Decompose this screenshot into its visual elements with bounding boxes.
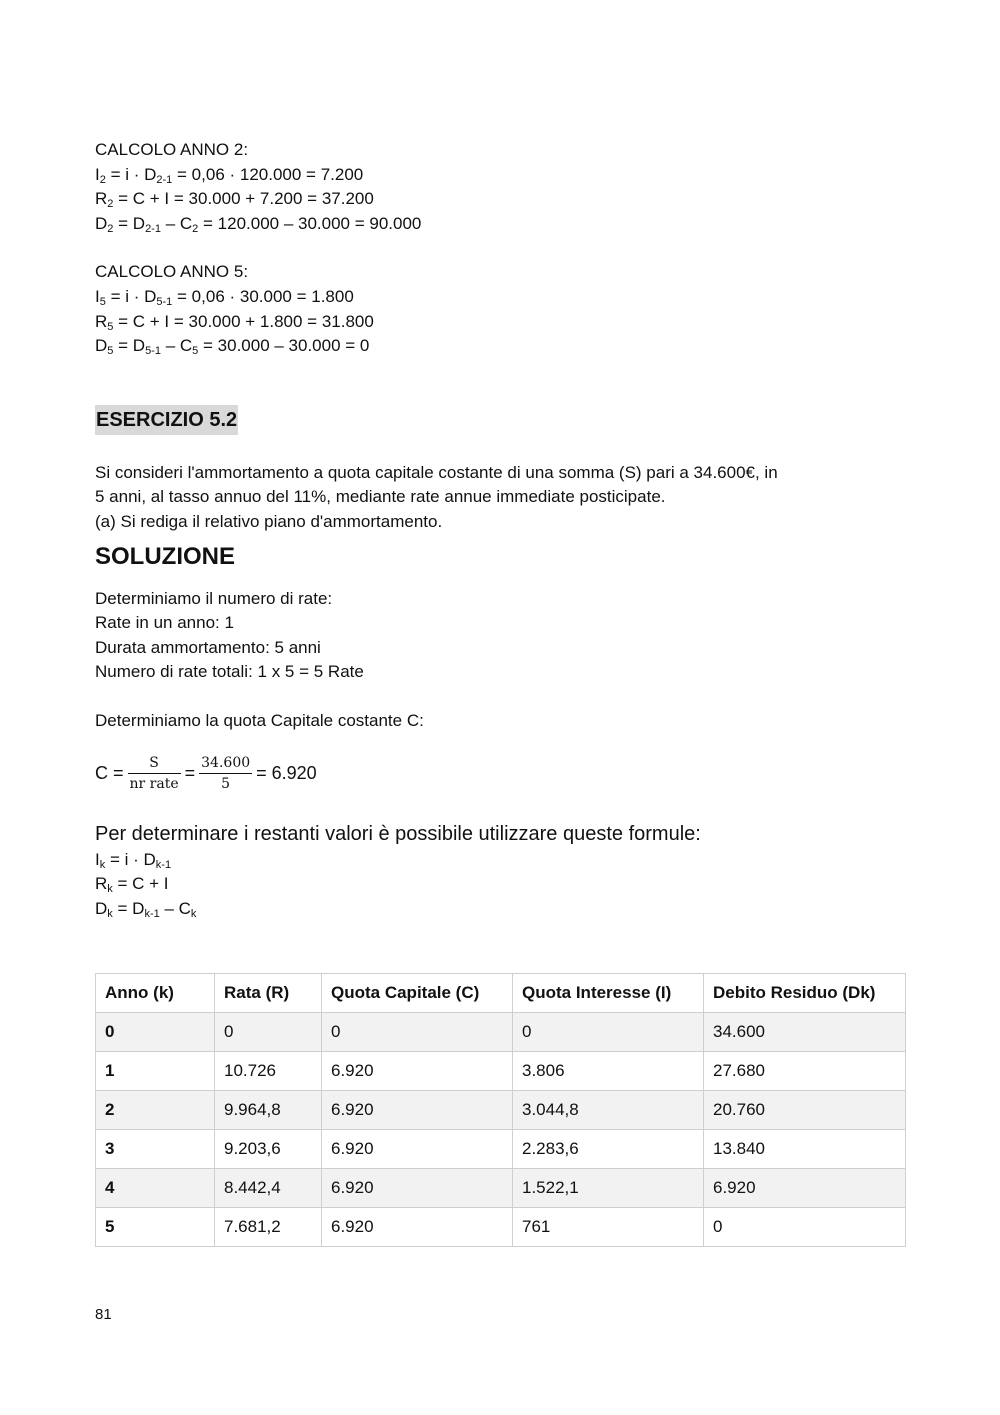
table-cell: 5	[96, 1208, 215, 1247]
calc-year-5-interest-line: $I_5 = i \cdot D_{5-1} = 0,06 \cdot 30.000 = 1.800$	[95, 286, 354, 308]
table-cell: 6.920	[704, 1169, 906, 1208]
table-cell: 0	[322, 1013, 513, 1052]
formula-interest: $I_k = i \cdot D_{k-1}$	[95, 849, 172, 871]
formula-result: = 6.920	[256, 763, 317, 783]
amortization-table	[95, 973, 906, 1247]
table-cell: 3.044,8	[513, 1091, 704, 1130]
fraction-denominator: nr rate	[129, 776, 179, 792]
table-cell: 6.920	[322, 1130, 513, 1169]
calc-year-2-section	[95, 138, 907, 236]
calc-year-5-section	[95, 260, 907, 358]
table-row	[96, 1130, 906, 1169]
table-cell: 10.726	[215, 1052, 322, 1091]
table-cell: 6.920	[322, 1052, 513, 1091]
exercise-text-line-1: Si consideri l'ammortamento a quota capitale costante di una somma (S) pari a 34.600€, in	[95, 462, 778, 482]
table-cell: 0	[513, 1013, 704, 1052]
fraction-denominator-value: 5	[221, 776, 231, 792]
table-header-row	[96, 974, 906, 1013]
capital-formula	[95, 746, 907, 802]
table-row	[96, 1013, 906, 1052]
table-cell: 9.203,6	[215, 1130, 322, 1169]
table-row	[96, 1169, 906, 1208]
table-header-cell: Debito Residuo (Dk)	[704, 974, 906, 1013]
amortization-duration: Durata ammortamento: 5 anni	[95, 637, 321, 657]
table-cell: 3.806	[513, 1052, 704, 1091]
calc-year-2-debt-line: $D_2 = D_{2-1} - C_2 = 120.000 - 30.000 = 90.000$	[95, 213, 422, 235]
table-cell: 1	[96, 1052, 215, 1091]
table-header-cell: Rata (R)	[215, 974, 322, 1013]
table-cell: 2	[96, 1091, 215, 1130]
total-rates: Numero di rate totali: 1 x 5 = 5 Rate	[95, 662, 364, 682]
calc-year-5-debt-line: $D_5 = D_{5-1} - C_5 = 30.000 - 30.000 = 0$	[95, 336, 370, 358]
table-cell: 13.840	[704, 1130, 906, 1169]
exercise-title: ESERCIZIO 5.2	[95, 405, 238, 435]
formula-rate: $R_k = C + I$	[95, 874, 169, 896]
table-header-cell: Quota Interesse (I)	[513, 974, 704, 1013]
formula-equals: =	[184, 763, 196, 783]
page-number: 81	[95, 1306, 112, 1323]
table-cell: 6.920	[322, 1208, 513, 1247]
exercise-section	[95, 405, 907, 535]
fraction-numerator-value: 34.600	[201, 755, 251, 771]
table-header-cell: Anno (k)	[96, 974, 215, 1013]
table-cell: 6.920	[322, 1169, 513, 1208]
table-cell: 3	[96, 1130, 215, 1169]
formula-debt: $D_k = D_{k-1} - C_k$	[95, 898, 197, 920]
table-cell: 6.920	[322, 1091, 513, 1130]
fraction-values	[199, 753, 252, 794]
table-cell: 2.283,6	[513, 1130, 704, 1169]
table-header-cell: Quota Capitale (C)	[322, 974, 513, 1013]
table-cell: 761	[513, 1208, 704, 1247]
calc-year-5-rate-line: $R_5 = C + I = 30.000 + 1.800 = 31.800$	[95, 311, 374, 333]
table-cell: 34.600	[704, 1013, 906, 1052]
calc-year-2-interest-line: $I_2 = i \cdot D_{2-1} = 0,06 \cdot 120.000 = 7.200$	[95, 164, 364, 186]
fraction-s-over-rates	[128, 753, 181, 794]
table-row	[96, 1091, 906, 1130]
table-cell: 0	[704, 1208, 906, 1247]
table-cell: 7.681,2	[215, 1208, 322, 1247]
calc-year-2-rate-line: $R_2 = C + I = 30.000 + 7.200 = 37.200$	[95, 189, 374, 211]
table-cell: 20.760	[704, 1091, 906, 1130]
table-cell: 0	[215, 1013, 322, 1052]
rates-block	[95, 587, 907, 685]
document-page	[95, 138, 907, 1247]
table-cell: 9.964,8	[215, 1091, 322, 1130]
formula-lhs: C =	[95, 763, 124, 783]
table-cell: 1.522,1	[513, 1169, 704, 1208]
table-cell: 8.442,4	[215, 1169, 322, 1208]
formulas-intro: Per determinare i restanti valori è possibile utilizzare queste formule:	[95, 822, 701, 845]
solution-title: SOLUZIONE	[95, 542, 236, 570]
fraction-numerator: S	[149, 755, 159, 771]
rates-intro: Determiniamo il numero di rate:	[95, 588, 333, 608]
calc-year-5-heading: CALCOLO ANNO 5:	[95, 262, 249, 282]
table-cell: 4	[96, 1169, 215, 1208]
table-cell: 27.680	[704, 1052, 906, 1091]
rates-per-year: Rate in un anno: 1	[95, 613, 234, 633]
table-row	[96, 1052, 906, 1091]
capital-intro: Determiniamo la quota Capitale costante C:	[95, 710, 424, 730]
table-cell: 0	[96, 1013, 215, 1052]
exercise-text-line-2: 5 anni, al tasso annuo del 11%, mediante rate annue immediate posticipate.	[95, 487, 666, 507]
table-row	[96, 1208, 906, 1247]
calc-year-2-heading: CALCOLO ANNO 2:	[95, 140, 249, 159]
exercise-text-line-3: (a) Si rediga il relativo piano d'ammortamento.	[95, 511, 443, 531]
